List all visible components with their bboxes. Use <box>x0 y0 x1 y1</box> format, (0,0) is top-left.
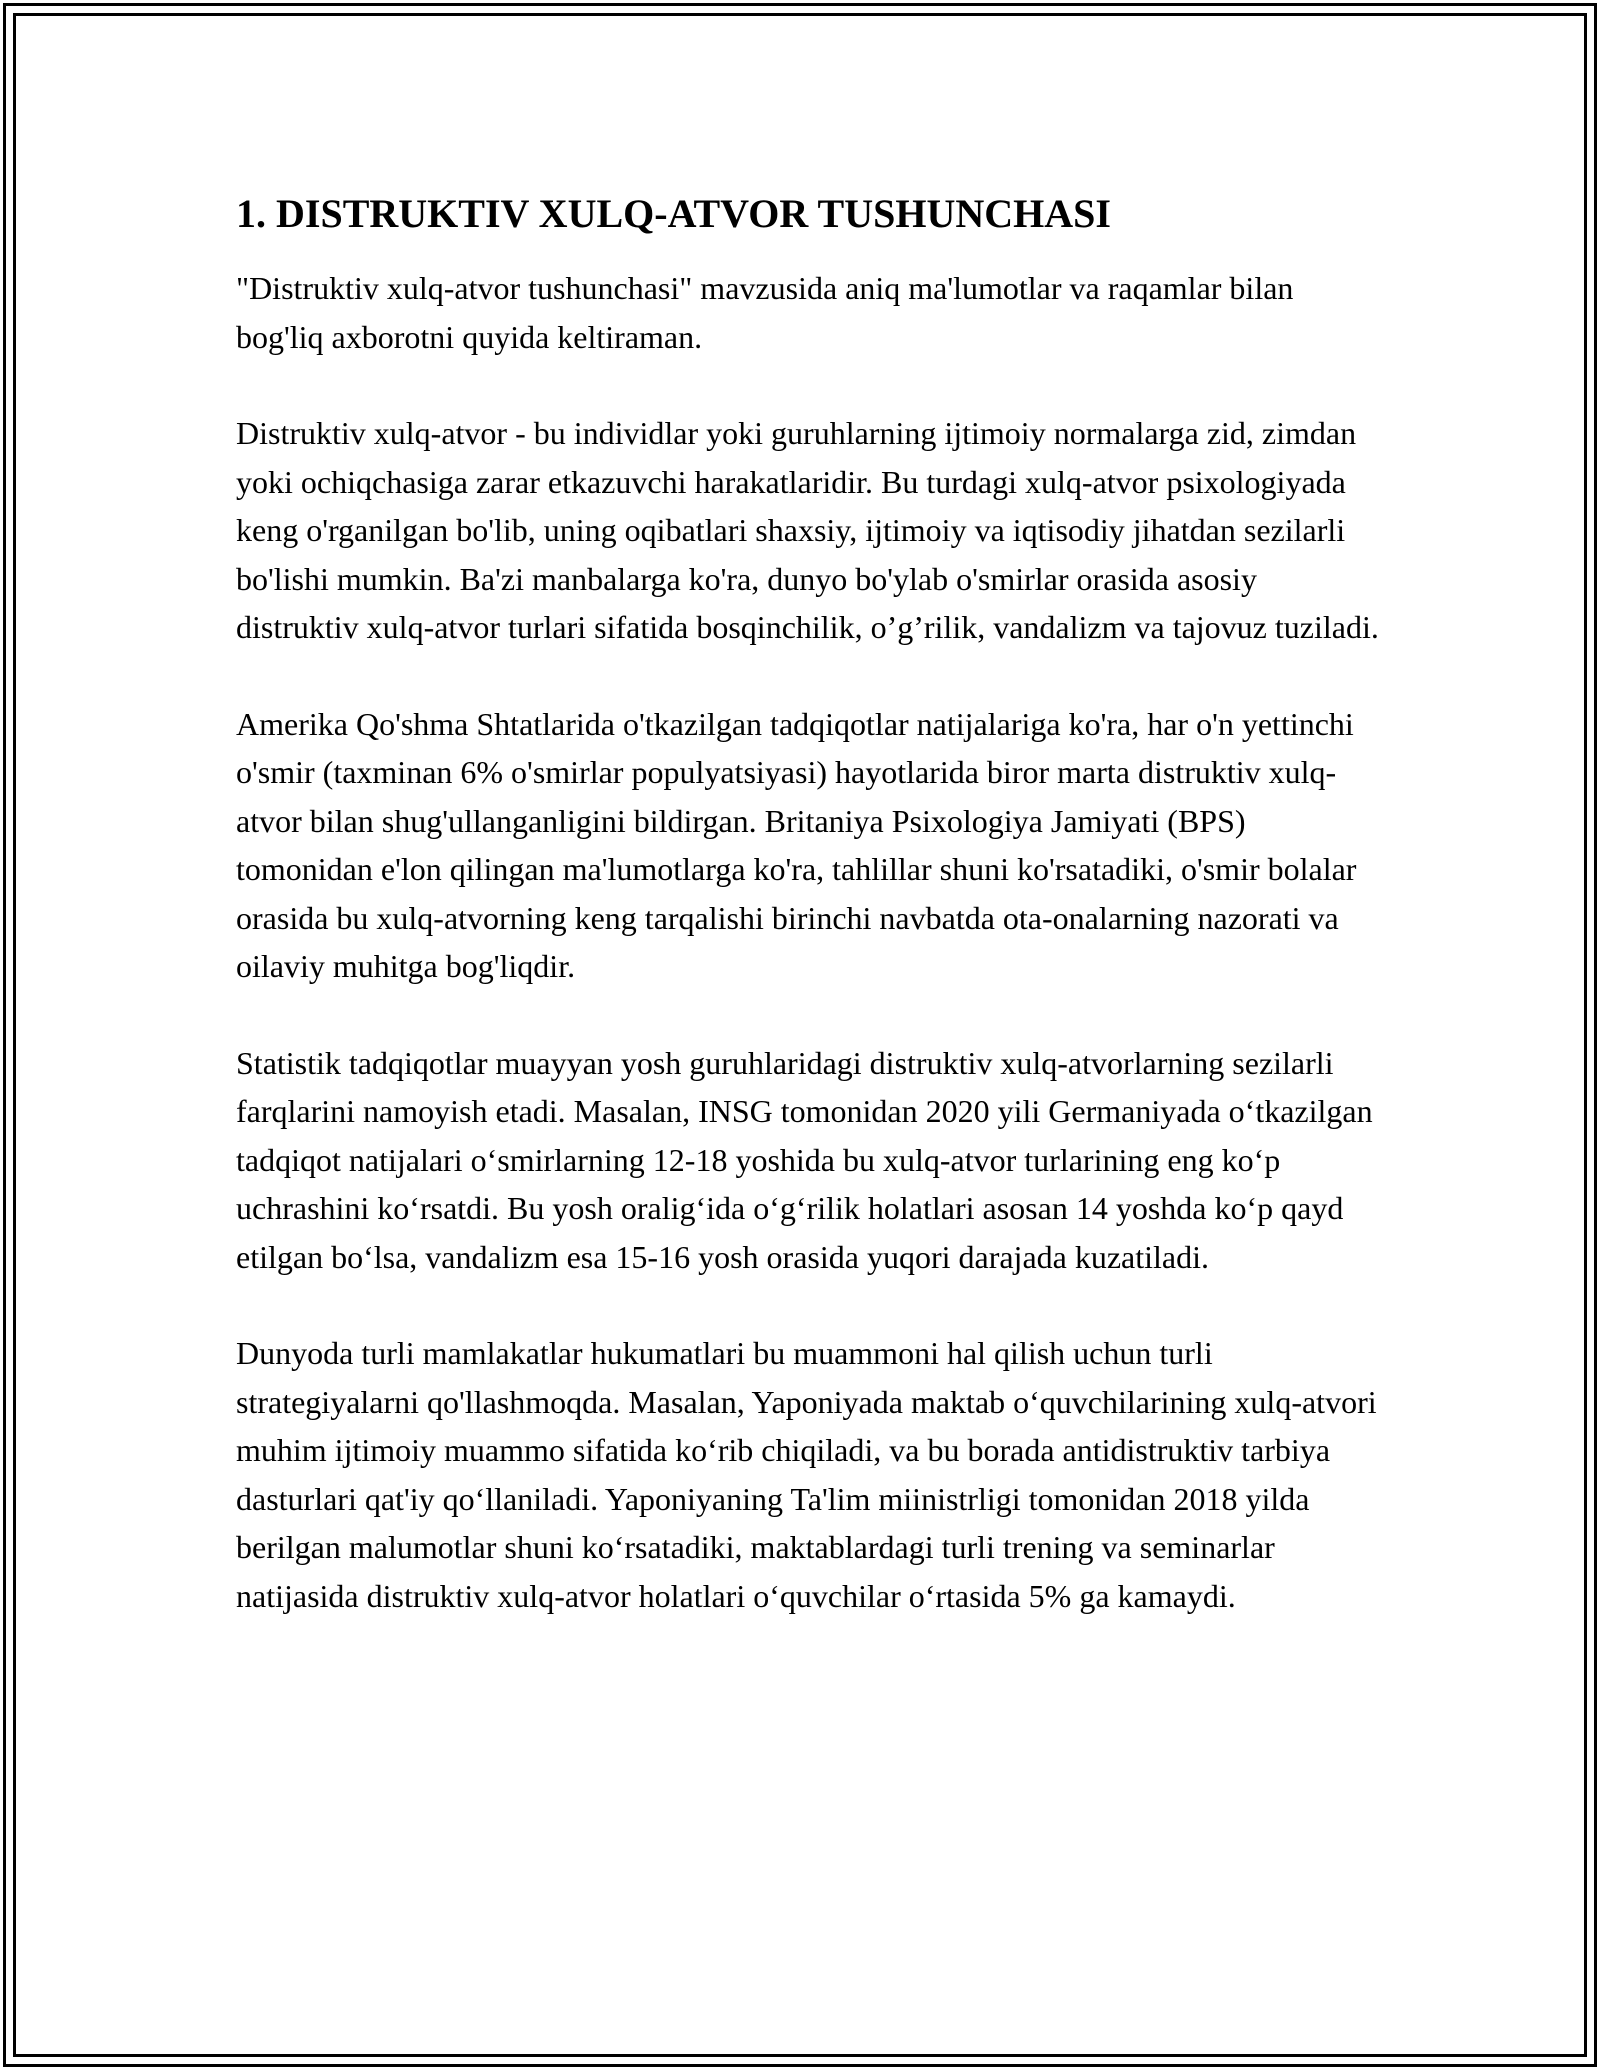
paragraph-strategies: Dunyoda turli mamlakatlar hukumatlari bu muammoni hal qilish uchun turli strategiyalarni qo'llashmoqda. Masalan, Yaponiyada maktab o‘quvchilarining xulq-atvori muhim ijtimoiy muammo sifatida ko‘rib chiqiladi, va bu borada antidistruktiv tarbiya dasturlari qat'iy qo‘llaniladi. Yaponiyaning Ta'lim miinistrligi tomonidan 2018 yilda berilgan malumotlar shuni ko‘rsatadiki, maktablardagi turli trening va seminarlar natijasida distruktiv xulq-atvor holatlari o‘quvchilar o‘rtasida 5% ga kamaydi. <box>236 1335 1377 1614</box>
paragraph-usa-research: Amerika Qo'shma Shtatlarida o'tkazilgan tadqiqotlar natijalariga ko'ra, har o'n yettinchi o'smir (taxminan 6% o'smirlar populyatsiyasi) hayotlarida biror marta distruktiv xulq-atvor bilan shug'ullanganligini bildirgan. Britaniya Psixologiya Jamiyati (BPS) tomonidan e'lon qilingan ma'lumotlarga ko'ra, tahlillar shuni ko'rsatadiki, o'smir bolalar orasida bu xulq-atvorning keng tarqalishi birinchi navbatda ota-onalarning nazorati va oilaviy muhitga bog'liqdir. <box>236 705 1357 984</box>
paragraph-intro: "Distruktiv xulq-atvor tushunchasi" mavzusida aniq ma'lumotlar va raqamlar bilan bog'liq axborotni quyida keltiraman. <box>236 270 1294 355</box>
document-title: 1. DISTRUKTIV XULQ-ATVOR TUSHUNCHASI <box>236 191 1111 236</box>
paragraph-statistics: Statistik tadqiqotlar muayyan yosh guruhlaridagi distruktiv xulq-atvorlarning sezilarli farqlarini namoyish etadi. Masalan, INSG tomonidan 2020 yili Germaniyada o‘tkazilgan tadqiqot natijalari o‘smirlarning 12-18 yoshida bu xulq-atvor turlarining eng ko‘p uchrashini ko‘rsatdi. Bu yosh oralig‘ida o‘g‘rilik holatlari asosan 14 yoshda ko‘p qayd etilgan bo‘lsa, vandalizm esa 15-16 yosh orasida yuqori darajada kuzatiladi. <box>236 1044 1373 1275</box>
document-body <box>236 190 1381 1668</box>
paragraph-definition: Distruktiv xulq-atvor - bu individlar yoki guruhlarning ijtimoiy normalarga zid, zimdan yoki ochiqchasiga zarar etkazuvchi harakatlaridir. Bu turdagi xulq-atvor psixologiyada keng o'rganilgan bo'lib, uning oqibatlari shaxsiy, ijtimoiy va iqtisodiy jihatdan sezilarli bo'lishi mumkin. Ba'zi manbalarga ko'ra, dunyo bo'ylab o'smirlar orasida asosiy distruktiv xulq-atvor turlari sifatida bosqinchilik, o’g’rilik, vandalizm va tajovuz tuziladi. <box>236 415 1379 645</box>
